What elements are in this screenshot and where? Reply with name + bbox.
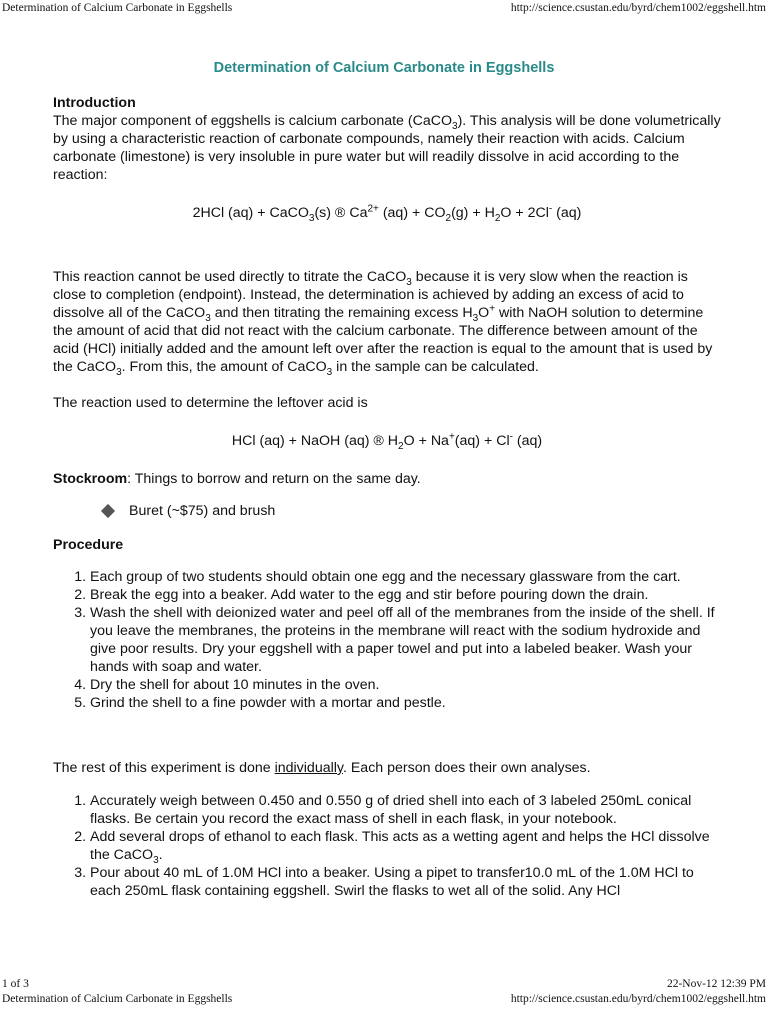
reaction-equation-1: 2HCl (aq) + CaCO$_3$(s) ® $Ca^{2+}$ $(aq) + CO_2(g) + H_2O + 2Cl^-$ (aq): [192, 203, 582, 224]
intro-heading: Introduction: [53, 95, 136, 111]
list-item: 3. Pour about 40 mL of 1.0M HCl into a beaker. Using a pipet to transfer10.0 mL of the 1.0M HCl to each 250mL flask containing eggshell. Swirl the flasks to wet all of the solid. Any HCl: [90, 864, 721, 900]
footer-page-count: 1 of 3: [2, 978, 29, 990]
stockroom-item: Buret (~$75) and brush: [53, 502, 721, 520]
leftover-acid-text: The reaction used to determine the leftover acid is: [53, 395, 368, 411]
list-item: 2. Add several drops of ethanol to each flask. This acts as a wetting agent and helps the HCl dissolve the CaCO$_3$.: [90, 828, 721, 864]
method-paragraph: This reaction cannot be used directly to titrate the CaCO$_3$ because it is very slow when the reaction is close to completion (endpoint). Instead, the determination is achieved by adding an excess of acid to dissolve all of the CaCO$_3$ and then titrating the remaining excess $H_3O^+$ with NaOH solution to determine the amount of acid that did not react with the calcium carbonate. The difference between amount of the acid (HCl) initially added and the amount left over after the reaction is equal to the amount that is used by the CaCO$_3$. From this, the amount of CaCO$_3$ in the sample can be calculated.: [53, 269, 713, 378]
procedure-heading: Procedure: [53, 537, 124, 553]
page-title: Determination of Calcium Carbonate in Eggshells: [213, 60, 555, 76]
diamond-bullet-icon: [101, 504, 115, 518]
individual-work-text: The rest of this experiment is done individually. Each person does their own analyses.: [53, 760, 591, 776]
stockroom-line: Stockroom: Things to borrow and return on the same day.: [53, 471, 421, 487]
individually-emphasis: individually: [274, 760, 343, 776]
list-item: 3. Wash the shell with deionized water and peel off all of the membranes from the inside of the shell. If you leave the membranes, the proteins in the membrane will react with the sodium hydroxide and give poor results. Dry your eggshell with a paper towel and put into a labeled beaker. Wash your hands with soap and water.: [90, 604, 721, 676]
header-title: Determination of Calcium Carbonate in Eggshells: [2, 2, 233, 14]
procedure-list: [53, 568, 721, 712]
list-item: 1. Each group of two students should obtain one egg and the necessary glassware from the cart.: [90, 568, 721, 586]
footer-title: Determination of Calcium Carbonate in Eggshells: [2, 993, 233, 1005]
list-item: 5. Grind the shell to a fine powder with a mortar and pestle.: [90, 694, 721, 712]
list-item: 2. Break the egg into a beaker. Add water to the egg and stir before pouring down the drain.: [90, 586, 721, 604]
intro-paragraph: The major component of eggshells is calcium carbonate (CaCO$_3$). This analysis will be done volumetrically by using a characteristic reaction of carbonate compounds, namely their reaction with acids. Calcium carbonate (limestone) is very insoluble in pure water but will readily dissolve in acid according to the reaction:: [53, 113, 721, 183]
footer-url: http://science.csustan.edu/byrd/chem1002/eggshell.htm: [510, 993, 766, 1005]
footer-date: 22-Nov-12 12:39 PM: [666, 978, 766, 990]
header-url: http://science.csustan.edu/byrd/chem1002/eggshell.htm: [510, 2, 766, 14]
document-body: [53, 94, 721, 900]
analysis-steps-list: [53, 792, 721, 900]
reaction-equation-2: HCl (aq) + NaOH (aq) ® $H_2O + Na^+(aq) + Cl^-$ (aq): [231, 431, 543, 452]
list-item: 4. Dry the shell for about 10 minutes in the oven.: [90, 676, 721, 694]
list-item: 1. Accurately weigh between 0.450 and 0.550 g of dried shell into each of 3 labeled 250mL conical flasks. Be certain you record the exact mass of shell in each flask, in your notebook.: [90, 792, 721, 828]
